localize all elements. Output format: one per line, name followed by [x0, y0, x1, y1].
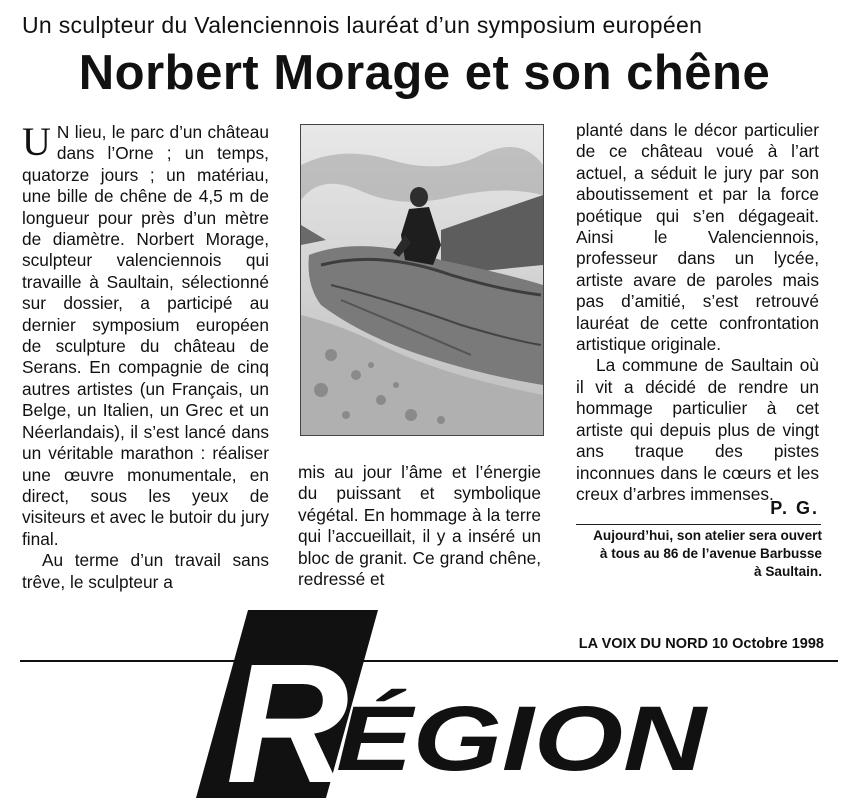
article-headline: Norbert Morage et son chêne — [78, 46, 771, 100]
article-column-1 — [22, 119, 269, 593]
drop-cap: U — [22, 119, 51, 164]
article-photo — [300, 124, 544, 436]
author-signature: P. G. — [770, 498, 819, 518]
photo-sculptor-oak — [301, 125, 543, 435]
article-kicker: Un sculpteur du Valenciennois lauréat d’un symposium européen — [22, 12, 703, 38]
region-logo-graphic — [196, 610, 726, 798]
paragraph — [22, 119, 269, 550]
source-line: LA VOIX DU NORD 10 Octobre 1998 — [578, 636, 824, 652]
divider — [576, 524, 821, 525]
paragraph: mis au jour l’âme et l’énergie du puissant et symbolique végétal. En hommage à la terre qui l’accueillait, il y a inséré un bloc de granit. Ce grand chêne, redressé et — [298, 462, 541, 590]
paragraph-text: N lieu, le parc d’un château dans l’Orne ; un temps, quatorze jours ; un matériau, une bille de chêne de 4,5 m de longueur pour près d’un mètre de diamètre. Norbert Morage, sculpteur valenciennois qui travaille à Saultain, sélectionné sur dossier, a participé au dernier symposium européen de sculpture du château de Serans. En compagnie de cinq autres artistes (un Français, un Belge, un Italien, un Grec et un Néerlandais), il s’est lancé dans un véritable marathon : réaliser une œuvre monumentale, en direct, sous les yeux de visiteurs et avec le butoir du jury final. — [22, 122, 269, 549]
paragraph: La commune de Saultain où il vit a décidé de rendre un hommage particulier à cet artiste qui depuis plus de vingt ans traque des pistes inconnues dans le cœurs et les creux d’arbres immenses. — [576, 355, 819, 504]
logo-rest-text: ÉGION — [336, 688, 710, 790]
photo-caption: Aujourd’hui, son atelier sera ouvert à tous au 86 de l’avenue Barbusse à Saultain. — [593, 528, 822, 579]
section-logo-region — [196, 610, 726, 798]
paragraph: Au terme d’un travail sans trêve, le sculpteur a — [22, 550, 269, 592]
paragraph: planté dans le décor particulier de ce château voué à l’art actuel, a séduit le jury par son aboutissement et par la force poétique qui s’en dégageait. Ainsi le Valenciennois, professeur dans un lycée, artiste avare de paroles mais pas d’amitié, s’est retrouvé lauréat de cette confrontation artistique originale. — [576, 120, 819, 355]
article-column-3 — [576, 120, 819, 505]
article-column-2 — [298, 462, 541, 590]
logo-letter-r: R — [226, 629, 349, 798]
